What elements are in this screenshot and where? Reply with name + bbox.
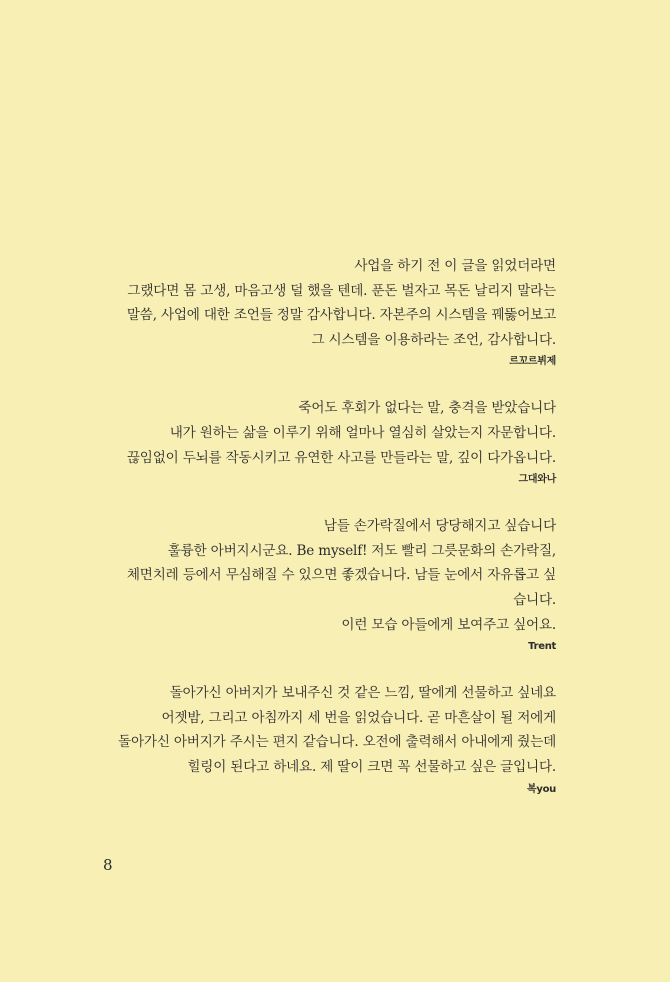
review-text-line: 그 시스템을 이용하라는 조언, 감사합니다. bbox=[311, 331, 556, 348]
review-3 bbox=[110, 514, 556, 655]
review-text-line: 이런 모습 아들에게 보여주고 싶어요. bbox=[341, 616, 556, 633]
review-text-line: 습니다. bbox=[513, 591, 556, 608]
review-2 bbox=[110, 396, 556, 488]
review-text-line: 체면치레 등에서 무심해질 수 있으면 좋겠습니다. 남들 눈에서 자유롭고 싶 bbox=[126, 567, 556, 584]
review-text-line: 힐링이 된다고 하네요. 제 딸이 크면 꼭 선물하고 싶은 글입니다. bbox=[187, 758, 556, 775]
review-text-line: 돌아가신 아버지가 주시는 편지 같습니다. 오전에 출력해서 아내에게 줬는데 bbox=[118, 734, 556, 751]
review-text-line: 훌륭한 아버지시군요. Be myself! 저도 빨리 그릇문화의 손가락질, bbox=[167, 542, 556, 559]
review-text-line: 어젯밤, 그리고 아침까지 세 번을 읽었습니다. 곧 마흔살이 될 저에게 bbox=[161, 709, 556, 726]
review-author: Trent bbox=[528, 641, 556, 653]
review-author: 르꼬르뷔제 bbox=[509, 356, 556, 368]
review-4 bbox=[110, 681, 556, 797]
review-heading: 죽어도 후회가 없다는 말, 충격을 받았습니다 bbox=[298, 400, 556, 417]
review-text-line: 그랬다면 몸 고생, 마음고생 덜 했을 텐데. 푼돈 벌자고 목돈 날리지 말라는 bbox=[127, 282, 556, 299]
review-heading: 남들 손가락질에서 당당해지고 싶습니다 bbox=[323, 518, 556, 535]
review-author: 복you bbox=[527, 783, 556, 795]
review-text-line: 말씀, 사업에 대한 조언들 정말 감사합니다. 자본주의 시스템을 꿰뚫어보고 bbox=[126, 307, 556, 324]
review-heading: 사업을 하기 전 이 글을 읽었더라면 bbox=[354, 258, 556, 274]
review-author: 그대와나 bbox=[518, 474, 556, 486]
reviews-container bbox=[110, 254, 556, 824]
review-1 bbox=[110, 254, 556, 370]
page-number: 8 bbox=[103, 856, 113, 874]
review-heading: 돌아가신 아버지가 보내주신 것 같은 느낌, 딸에게 선물하고 싶네요 bbox=[169, 685, 556, 702]
review-text-line: 내가 원하는 삶을 이루기 위해 얼마나 열심히 살았는지 자문합니다. bbox=[169, 424, 556, 441]
review-text-line: 끊임없이 두뇌를 작동시키고 유연한 사고를 만들라는 말, 깊이 다가옵니다. bbox=[126, 449, 556, 466]
